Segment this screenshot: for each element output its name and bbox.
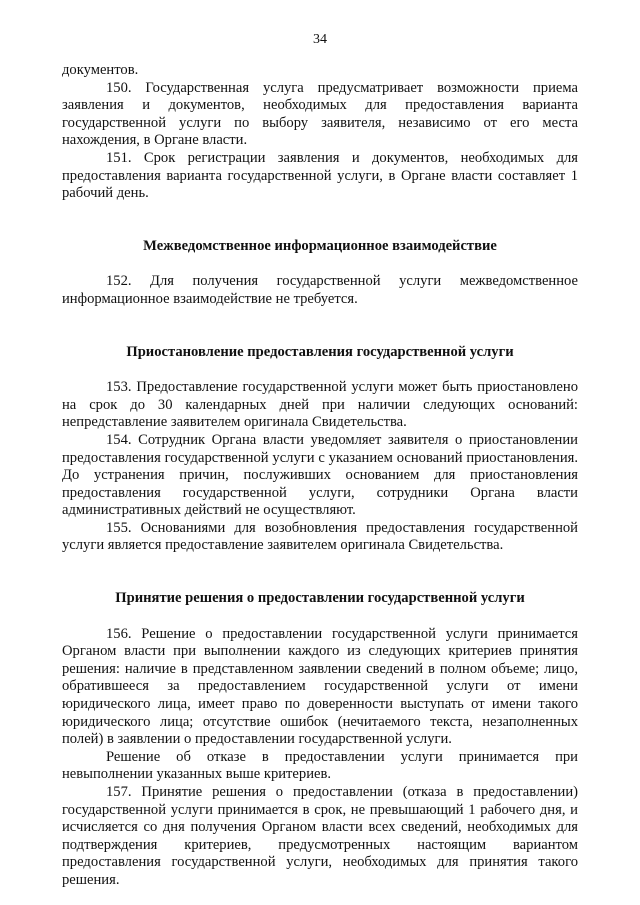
paragraph-154: 154. Сотрудник Органа власти уведомляет заявителя о приостановлении предоставления государственной услуги с указанием оснований приостановления. До устранения причин, послуживших основанием для приостановления предоставления государственной услуги, сотрудники Органа власти административных действий не осуществляют. [62,431,578,519]
section-heading-decision: Принятие решения о предоставлении государственной услуги [115,590,525,607]
paragraph-continuation: документов. [62,62,139,78]
section-heading-interagency: Межведомственное информационное взаимодействие [143,237,497,254]
page-number: 34 [313,32,327,47]
paragraph-150: 150. Государственная услуга предусматривает возможности приема заявления и документов, необходимых для предоставления варианта государственной услуги по выбору заявителя, независимо от его места нахождения, в Органе власти. [62,79,578,149]
paragraph-156: 156. Решение о предоставлении государственной услуги принимается Органом власти при выполнении каждого из следующих критериев принятия решения: наличие в представленном заявлении сведений в полном объеме; лицо, обратившееся за предоставлением государственной услуги от имени юридического лица, имеет право по доверенности выступать от имени такого юридического лица; отсутствие ошибок (нечитаемого текста, незаполненных полей) в заявлении о предоставлении государственной услуги. [62,625,578,748]
paragraph-153: 153. Предоставление государственной услуги может быть приостановлено на срок до 30 календарных дней при наличии следующих оснований: непредставление заявителем оригинала Свидетельства. [62,379,578,431]
paragraph-152: 152. Для получения государственной услуги межведомственное информационное взаимодействие не требуется. [62,273,578,307]
document-body [62,62,578,890]
paragraph-155: 155. Основаниями для возобновления предоставления государственной услуги является предоставление заявителем оригинала Свидетельства. [62,519,578,554]
paragraph-157: 157. Принятие решения о предоставлении (отказа в предоставлении) государственной услуги принимается в срок, не превышающий 1 рабочего дня, и исчисляется со дня получения Органом власти всех сведений, необходимых для подтверждения критериев, предусмотренных настоящим вариантом предоставления государственной услуги, необходимых для принятия такого решения. [62,784,578,888]
section-heading-suspension: Приостановление предоставления государственной услуги [126,343,514,360]
paragraph-refusal: Решение об отказе в предоставлении услуги принимается при невыполнении указанных выше критериев. [62,748,578,783]
paragraph-151: 151. Срок регистрации заявления и документов, необходимых для предоставления варианта государственной услуги, в Органе власти составляет 1 рабочий день. [62,149,578,202]
